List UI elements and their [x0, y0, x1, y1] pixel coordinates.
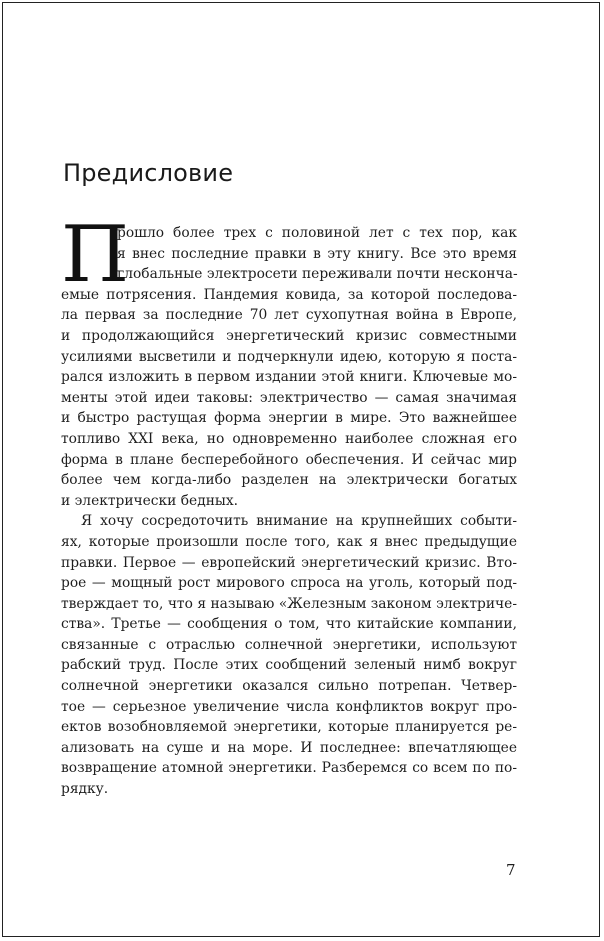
- text-line: ализовать на суше и на море. И последнее: впечатляющее: [61, 739, 517, 756]
- text-line: возвращение атомной энергетики. Разберемся со всем по по-: [61, 760, 517, 777]
- drop-cap: П: [61, 210, 130, 300]
- text-line: тверждает то, что я называю «Железным законом электриче-: [61, 595, 517, 612]
- text-line: усилиями высветили и подчеркнули идею, которую я поста-: [61, 348, 517, 365]
- text-line: правки. Первое — европейский энергетический кризис. Вто-: [61, 554, 517, 571]
- text-line: рабский труд. После этих сообщений зеленый нимб вокруг: [61, 657, 517, 674]
- text-line: рошло более трех с половиной лет с тех пор, как: [117, 225, 517, 241]
- text-line: рядку.: [61, 781, 109, 798]
- text-line: ла первая за последние 70 лет сухопутная война в Европе,: [61, 307, 517, 324]
- text-line: более чем когда-либо разделен на электрически богатых: [61, 472, 517, 489]
- paragraph-1: [61, 210, 518, 511]
- text-line: солнечной энергетики оказался сильно потрепан. Четвер-: [61, 678, 517, 695]
- text-line: и электрически бедных.: [61, 492, 239, 509]
- text-line: рое — мощный рост мирового спроса на уголь, который под-: [61, 575, 517, 592]
- text-line: менты этой идеи таковы: электричество — самая значимая: [61, 389, 517, 406]
- paragraph-2: [61, 511, 517, 799]
- text-line: и продолжающийся энергетический кризис совместными: [61, 327, 517, 344]
- text-line: емые потрясения. Пандемия ковида, за которой последова-: [61, 286, 517, 303]
- chapter-title: Предисловие: [63, 159, 234, 187]
- text-line: форма в плане бесперебойного обеспечения. И сейчас мир: [61, 451, 517, 468]
- book-page: [2, 2, 600, 937]
- text-line: тое — серьезное увеличение числа конфликтов вокруг про-: [61, 698, 517, 715]
- text-line: топливо XXI века, но одновременно наиболее сложная его: [61, 430, 517, 447]
- text-line: я внес последние правки в эту книгу. Все это время: [117, 245, 517, 262]
- text-line: глобальные электросети переживали почти несконча-: [117, 266, 518, 283]
- text-line: ства». Третье — сообщения о том, что китайские компании,: [61, 616, 517, 633]
- text-line: связанные с отраслью солнечной энергетики, используют: [61, 636, 517, 653]
- text-line: ях, которые произошли после того, как я внес предыдущие: [61, 533, 517, 550]
- text-line: Я хочу сосредоточить внимание на крупнейших событи-: [81, 513, 517, 530]
- text-line: и быстро растущая форма энергии в мире. Это важнейшее: [61, 410, 517, 427]
- text-line: рался изложить в первом издании этой книги. Ключевые мо-: [61, 369, 517, 386]
- text-line: ектов возобновляемой энергетики, которые планируется ре-: [61, 719, 517, 736]
- page-number: 7: [506, 861, 516, 879]
- body-text: [61, 210, 518, 800]
